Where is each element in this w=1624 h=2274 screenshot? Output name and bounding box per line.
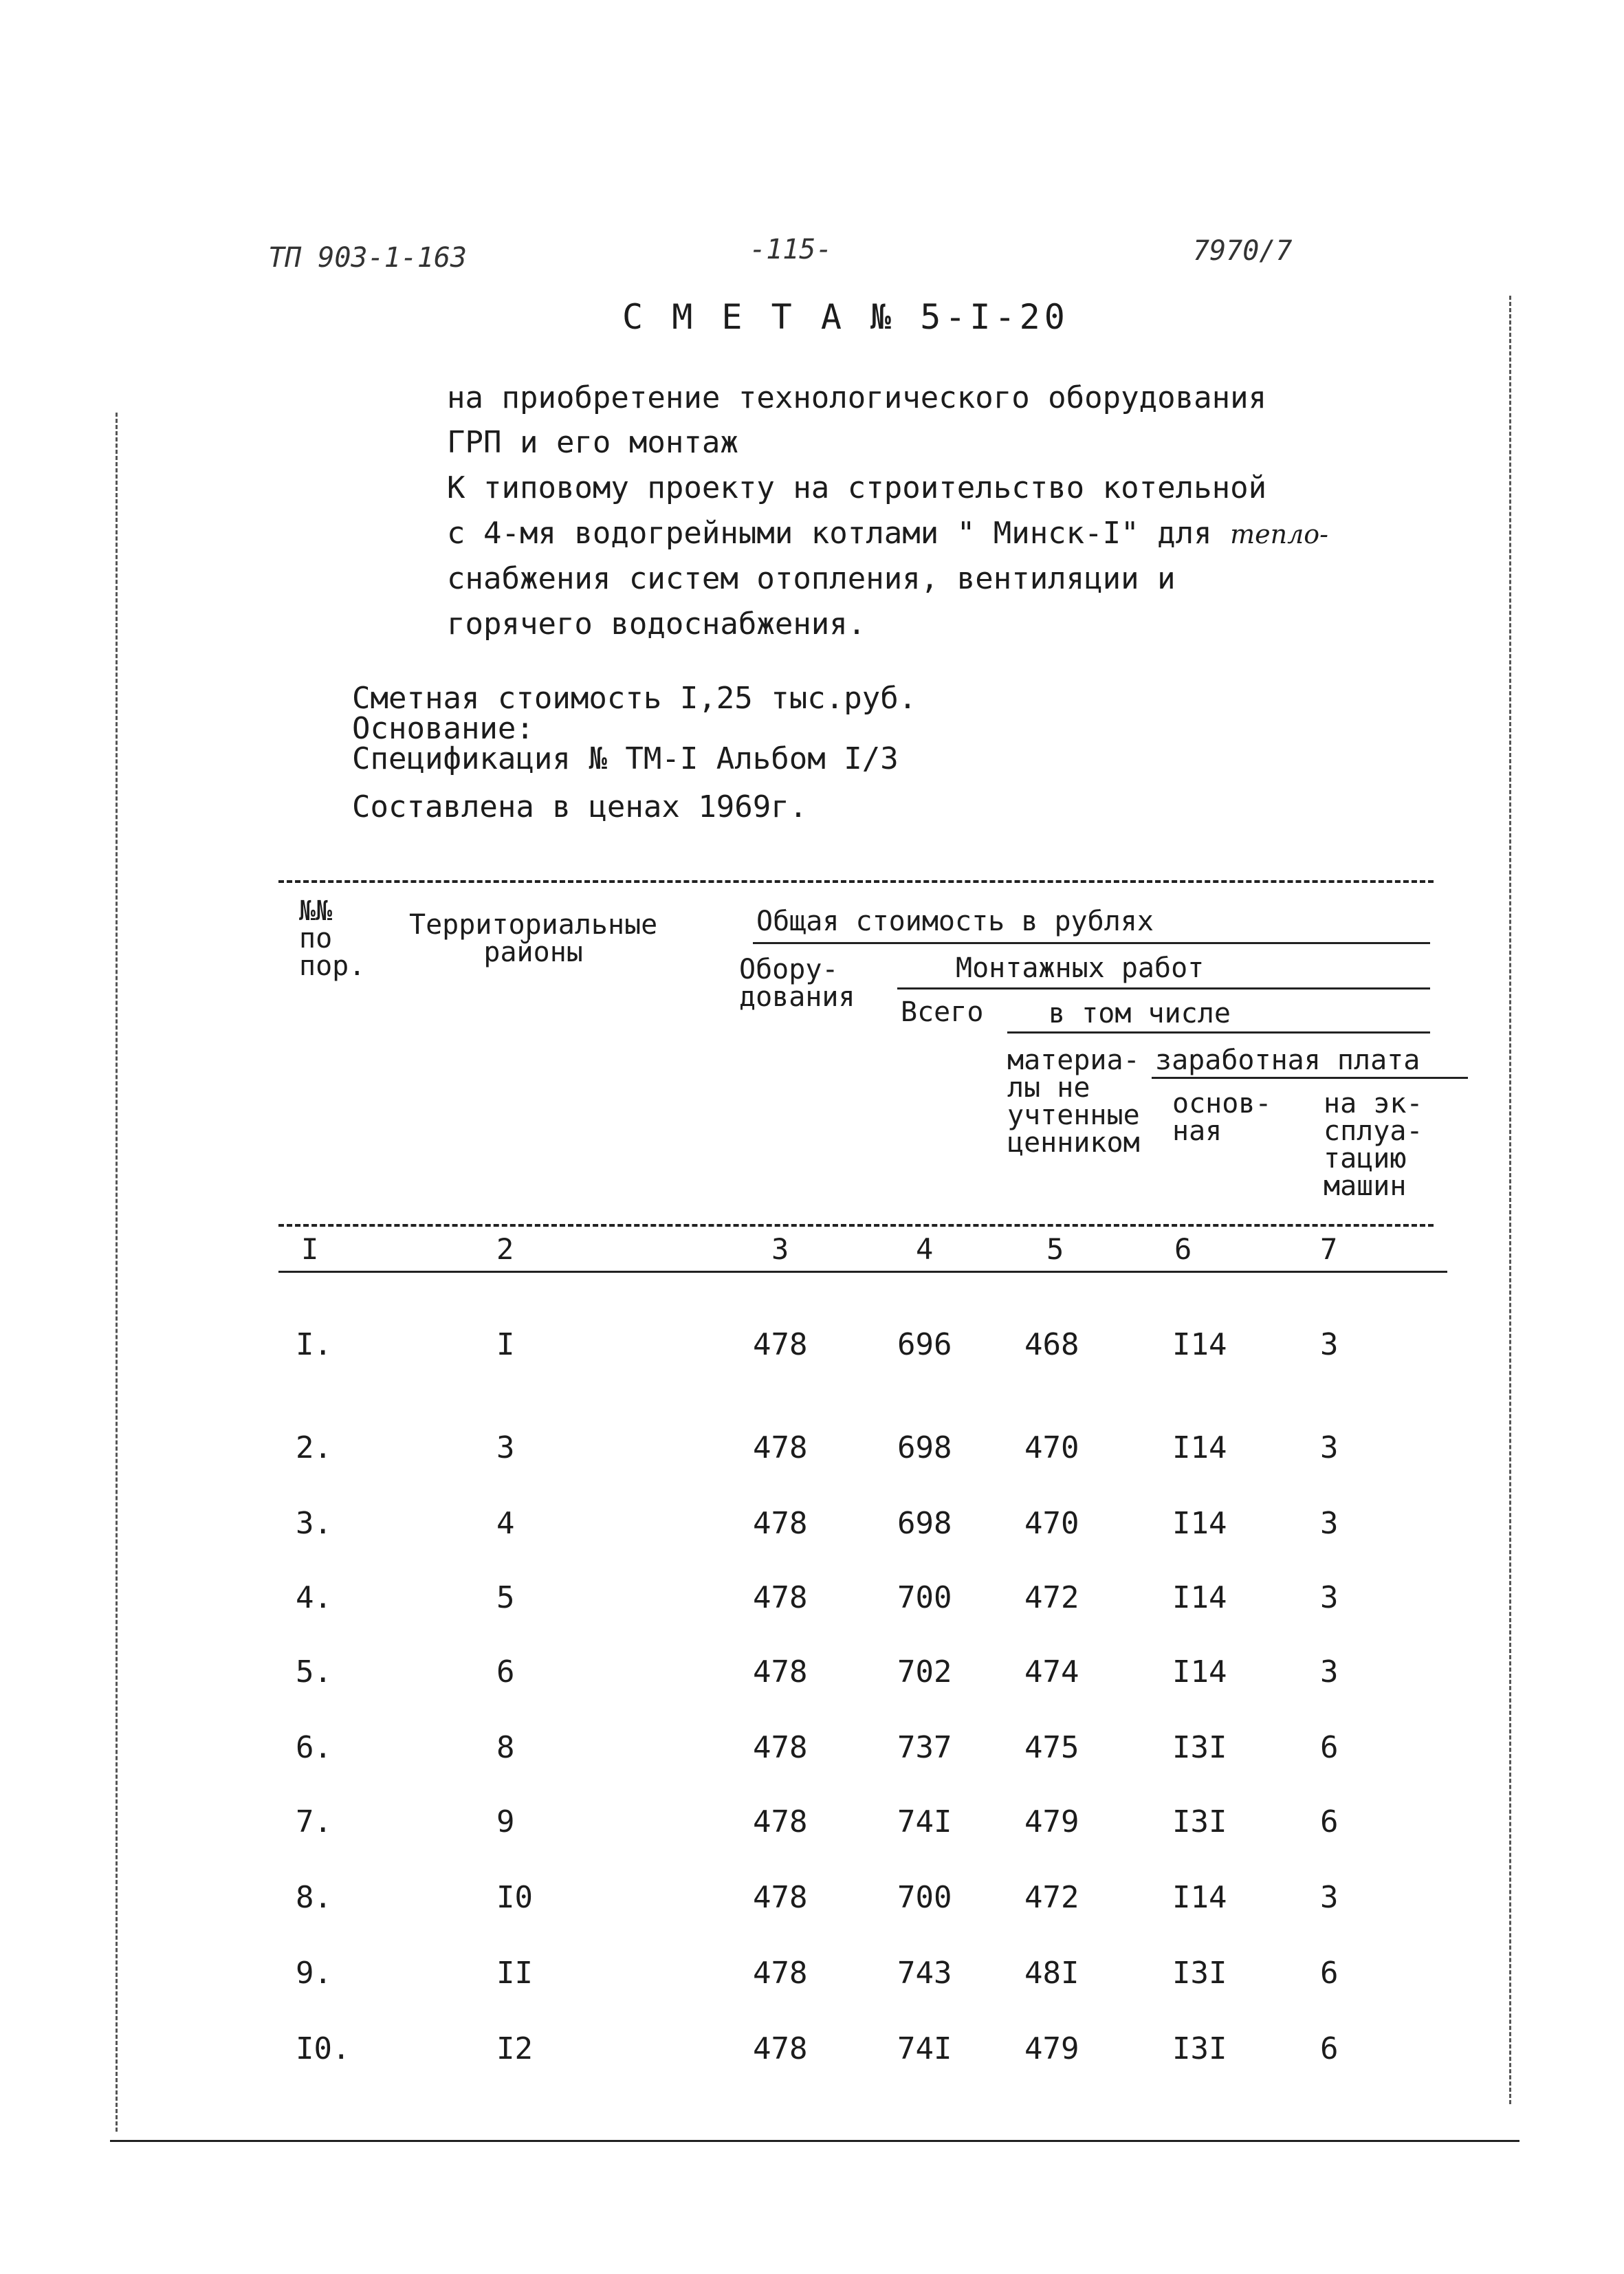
row-number: I. [296, 1327, 332, 1362]
machine-wage-cell: 6 [1320, 1730, 1339, 1765]
total-cell: 698 [897, 1506, 952, 1541]
machine-wage-cell: 3 [1320, 1580, 1339, 1615]
region-cell: 4 [496, 1506, 515, 1541]
header-installation: Монтажных работ [956, 952, 1205, 984]
machine-wage-cell: 3 [1320, 1430, 1339, 1465]
including-underline [1007, 1031, 1430, 1034]
header-region: Территориальные районы [409, 909, 658, 968]
equipment-cell: 478 [753, 1430, 808, 1465]
total-cell: 737 [897, 1730, 952, 1765]
equipment-cell: 478 [753, 1580, 808, 1615]
total-cell: 700 [897, 1880, 952, 1915]
equipment-cell: 478 [753, 1506, 808, 1541]
specification: Спецификация № ТМ-I Альбом I/3 [352, 741, 899, 776]
bottom-border-line [110, 2140, 1519, 2142]
left-margin-line [116, 413, 118, 2132]
basic-wage-cell: I3I [1172, 1804, 1227, 1839]
header-total-cost: Общая стоимость в рублях [756, 906, 1154, 937]
handwritten-insert: тепло- [1230, 519, 1329, 549]
row-number: 5. [296, 1654, 332, 1690]
equipment-cell: 478 [753, 1327, 808, 1362]
row-number: I0. [296, 2031, 351, 2066]
row-number: 2. [296, 1430, 332, 1465]
description-line-4 [447, 516, 1328, 551]
header-equipment: Обору- дования [739, 954, 855, 1013]
total-cell: 696 [897, 1327, 952, 1362]
header-wages: заработная плата [1155, 1045, 1420, 1076]
header-basic: основ- ная [1172, 1088, 1272, 1147]
row-number: 9. [296, 1956, 332, 1991]
description-line-2: ГРП и его монтаж [447, 425, 738, 460]
description-line-1: на приобретение технологического оборудования [447, 380, 1267, 415]
total-cell: 698 [897, 1430, 952, 1465]
description-line-6: горячего водоснабжения. [447, 606, 866, 642]
region-cell: I2 [496, 2031, 533, 2066]
region-cell: 3 [496, 1430, 515, 1465]
materials-cell: 472 [1024, 1880, 1079, 1915]
machine-wage-cell: 6 [1320, 1804, 1339, 1839]
column-number: 4 [916, 1232, 934, 1266]
machine-wage-cell: 6 [1320, 2031, 1339, 2066]
document-code: ТП 903-1-163 [268, 242, 467, 274]
basic-wage-cell: I14 [1172, 1327, 1227, 1362]
row-number: 6. [296, 1730, 332, 1765]
column-number: 7 [1320, 1232, 1338, 1266]
equipment-cell: 478 [753, 1956, 808, 1991]
machine-wage-cell: 3 [1320, 1506, 1339, 1541]
equipment-cell: 478 [753, 1804, 808, 1839]
materials-cell: 472 [1024, 1580, 1079, 1615]
materials-cell: 474 [1024, 1654, 1079, 1690]
row-number: 7. [296, 1804, 332, 1839]
region-cell: 6 [496, 1654, 515, 1690]
column-number: 5 [1046, 1232, 1064, 1266]
header-including: в том числе [1049, 998, 1231, 1029]
basic-wage-cell: I14 [1172, 1580, 1227, 1615]
header-bottom-rule [278, 1224, 1434, 1227]
right-margin-line [1509, 296, 1511, 2104]
column-number: 6 [1174, 1232, 1192, 1266]
row-number: 3. [296, 1506, 332, 1541]
row-number: 8. [296, 1880, 332, 1915]
materials-cell: 468 [1024, 1327, 1079, 1362]
total-cell: 74I [897, 1804, 952, 1839]
machine-wage-cell: 3 [1320, 1880, 1339, 1915]
description-line-4-text: с 4-мя водогрейными котлами " Минск-I" для [447, 516, 1212, 551]
materials-cell: 48I [1024, 1956, 1079, 1991]
materials-cell: 475 [1024, 1730, 1079, 1765]
materials-cell: 470 [1024, 1430, 1079, 1465]
equipment-cell: 478 [753, 1730, 808, 1765]
total-cost-underline [753, 942, 1430, 944]
price-level: Составлена в ценах 1969г. [352, 789, 808, 824]
equipment-cell: 478 [753, 1654, 808, 1690]
estimated-cost: Сметная стоимость I,25 тыс.руб. [352, 681, 917, 716]
region-cell: I0 [496, 1880, 533, 1915]
machine-wage-cell: 6 [1320, 1956, 1339, 1991]
basic-wage-cell: I3I [1172, 1730, 1227, 1765]
region-cell: 9 [496, 1804, 515, 1839]
region-cell: 5 [496, 1580, 515, 1615]
basis-label: Основание: [352, 711, 534, 746]
header-materials: материа- лы не учтенные ценником [1007, 1045, 1140, 1159]
total-cell: 702 [897, 1654, 952, 1690]
basic-wage-cell: I14 [1172, 1430, 1227, 1465]
basic-wage-cell: I14 [1172, 1654, 1227, 1690]
archive-number: 7970/7 [1193, 235, 1293, 267]
document-title: С М Е Т А № 5-I-20 [622, 297, 1069, 337]
basic-wage-cell: I3I [1172, 1956, 1227, 1991]
column-number: 3 [771, 1232, 789, 1266]
page-number: -115- [749, 234, 833, 265]
column-number: 2 [496, 1232, 514, 1266]
basic-wage-cell: I3I [1172, 2031, 1227, 2066]
installation-underline [897, 987, 1430, 990]
header-machines: на эк- сплуа- тацию машин [1324, 1088, 1423, 1202]
region-cell: 8 [496, 1730, 515, 1765]
equipment-cell: 478 [753, 2031, 808, 2066]
description-line-5: снабжения систем отопления, вентиляции и [447, 561, 1176, 596]
machine-wage-cell: 3 [1320, 1327, 1339, 1362]
region-cell: II [496, 1956, 533, 1991]
header-all: Всего [901, 996, 984, 1028]
basic-wage-cell: I14 [1172, 1880, 1227, 1915]
basic-wage-cell: I14 [1172, 1506, 1227, 1541]
row-number: 4. [296, 1580, 332, 1615]
description-line-3: К типовому проекту на строительство котельной [447, 470, 1267, 505]
header-number: №№ по пор. [299, 895, 366, 982]
wages-underline [1152, 1077, 1468, 1079]
materials-cell: 479 [1024, 1804, 1079, 1839]
machine-wage-cell: 3 [1320, 1654, 1339, 1690]
column-number: I [301, 1232, 319, 1266]
materials-cell: 479 [1024, 2031, 1079, 2066]
materials-cell: 470 [1024, 1506, 1079, 1541]
equipment-cell: 478 [753, 1880, 808, 1915]
region-cell: I [496, 1327, 515, 1362]
total-cell: 743 [897, 1956, 952, 1991]
total-cell: 74I [897, 2031, 952, 2066]
column-number-underline [278, 1271, 1447, 1273]
table-top-rule [278, 880, 1434, 883]
total-cell: 700 [897, 1580, 952, 1615]
